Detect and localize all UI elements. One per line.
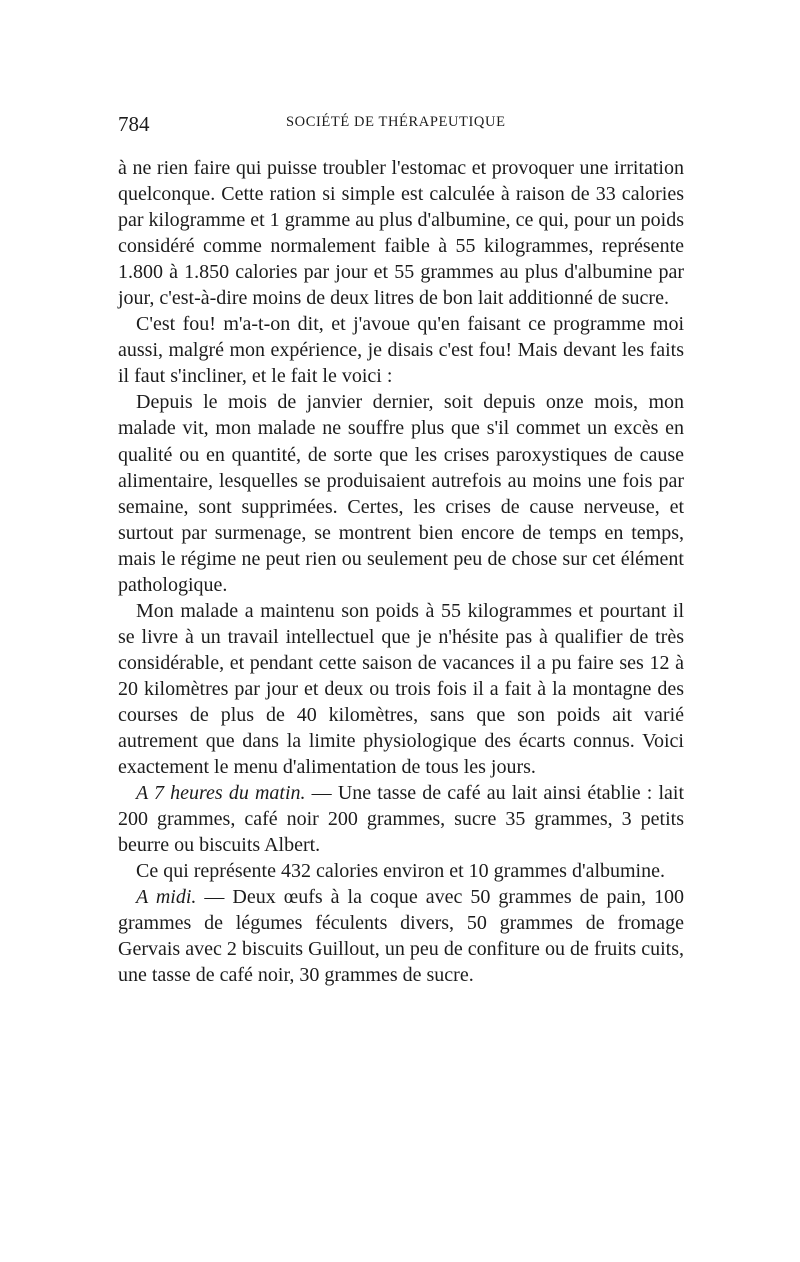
running-head <box>118 112 684 142</box>
paragraph-text: Mon malade a maintenu son poids à 55 kilogrammes et pourtant il se livre à un travail intellectuel que je n'hésite pas à qualifier de très considérable, et pendant cette saison de vacances il a pu faire ses 12 à 20 kilomètres par jour et deux ou trois fois il a fait à la montagne des courses de plus de 40 kilomètres, sans que son poids ait varié autrement que dans la limite physiologique des écarts connus. Voici exactement le menu d'alimentation de tous les jours. <box>118 599 684 779</box>
paragraph-text: — Une tasse de café au lait ainsi établie : lait 200 grammes, café noir 200 grammes, sucre 35 grammes, 3 petits beurre ou biscuits Albert. <box>118 782 685 857</box>
running-title: SOCIÉTÉ DE THÉRAPEUTIQUE <box>286 114 506 130</box>
paragraph-text: à ne rien faire qui puisse troubler l'estomac et provoquer une irritation quelconque. Cette ration si simple est calculée à raison de 33 calories par kilogramme et 1 gramme au plus d'albumine, ce qui, pour un poids considéré comme normalement faible à 55 kilogrammes, représente 1.800 à 1.850 calories par jour et 55 grammes au plus d'albumine par jour, c'est-à-dire moins de deux litres de bon lait additionné de sucre. <box>118 157 684 310</box>
paragraph-text: Ce qui représente 432 calories environ et 10 grammes d'albumine. <box>136 860 665 883</box>
paragraph-text: — Deux œufs à la coque avec 50 grammes de pain, 100 grammes de légumes féculents divers, 50 grammes de fromage Gervais avec 2 biscuits Guillout, un peu de confiture ou de fruits cuits, une tasse de café noir, 30 grammes de sucre. <box>118 886 684 987</box>
paragraph-lead: A midi. <box>136 886 197 909</box>
paragraph-text: C'est fou! m'a-t-on dit, et j'avoue qu'en faisant ce programme moi aussi, malgré mon expérience, je disais c'est fou! Mais devant les faits il faut s'incliner, et le fait le voici : <box>118 313 684 388</box>
book-page <box>118 112 684 989</box>
page-number: 784 <box>118 112 150 136</box>
paragraph-lunch <box>118 884 684 988</box>
paragraph-lead: A 7 heures du matin. <box>136 782 306 805</box>
paragraph <box>118 858 684 884</box>
paragraph-breakfast <box>118 780 684 858</box>
paragraph <box>118 598 684 780</box>
paragraph-text: Depuis le mois de janvier dernier, soit depuis onze mois, mon malade vit, mon malade ne souffre plus que s'il commet un excès en qualité ou en quantité, de sorte que les crises paroxystiques de cause alimentaire, lesquelles se produisaient autrefois au moins une fois par semaine, sont supprimées. Certes, les crises de cause nerveuse, et surtout par surmenage, se montrent bien encore de temps en temps, mais le régime ne peut rien ou seulement peu de chose sur cet élément pathologique. <box>118 391 684 596</box>
paragraph-continuation <box>118 155 684 311</box>
body-text <box>118 155 684 989</box>
paragraph <box>118 389 684 597</box>
paragraph <box>118 311 684 389</box>
